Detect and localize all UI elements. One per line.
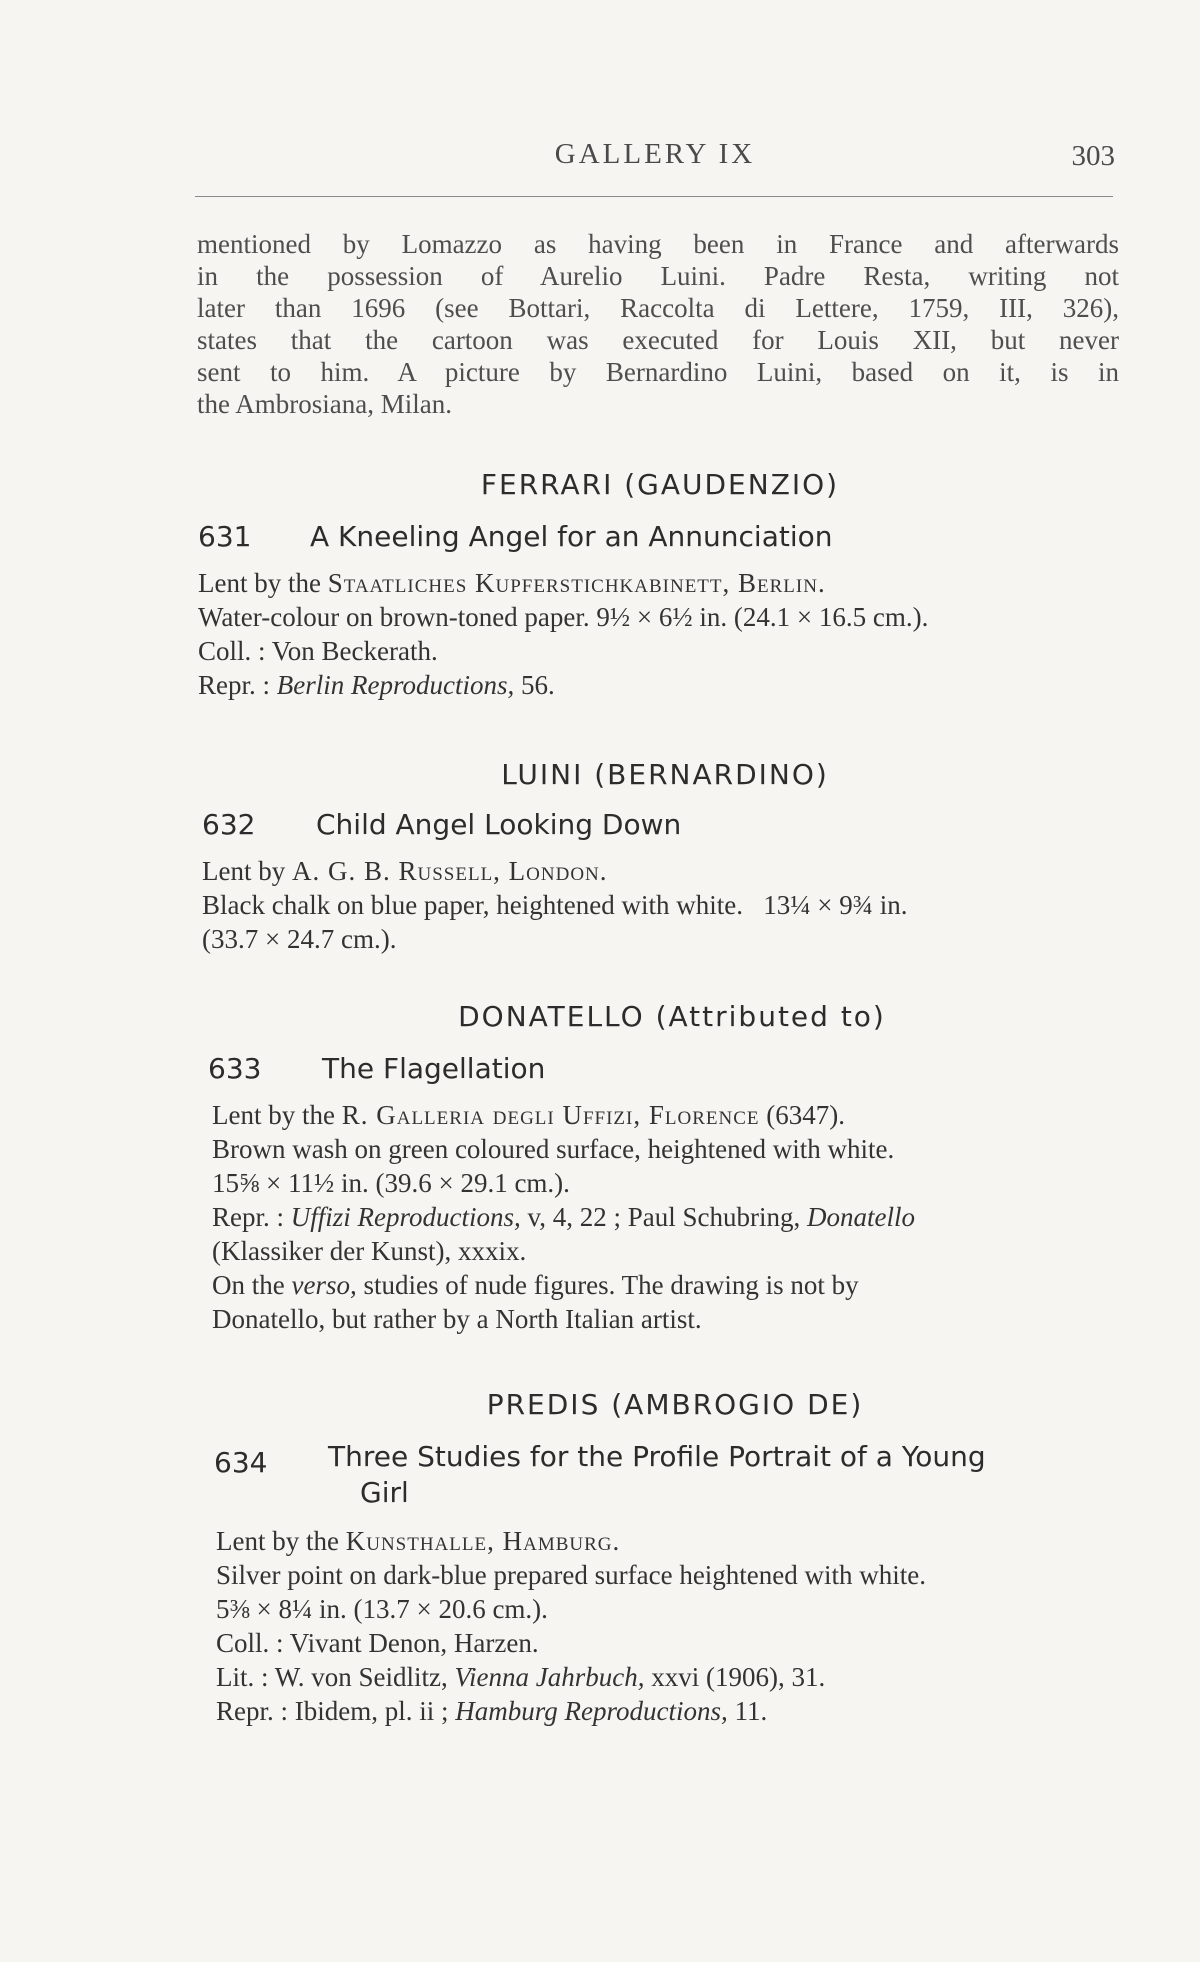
inventory-number: (6347). xyxy=(759,1100,845,1130)
entry-title xyxy=(198,520,1118,556)
medium: Black chalk on blue paper, heightened with white. xyxy=(202,890,744,920)
dimensions: 15⅝ × 11½ in. (39.6 × 29.1 cm.). xyxy=(212,1168,570,1198)
work-title: The Flagellation xyxy=(322,1052,546,1085)
intro-line: the Ambrosiana, Milan. xyxy=(197,389,452,419)
dimensions-cm: (33.7 × 24.7 cm.). xyxy=(202,924,397,954)
intro-line: later than 1696 (see Bottari, Raccolta di Lettere, 1759, III, 326), xyxy=(197,293,1119,323)
repr-title: Hamburg Reproductions, xyxy=(455,1696,728,1726)
catalogue-number: 634 xyxy=(214,1446,268,1479)
page-header xyxy=(195,138,1115,178)
artist-heading: FERRARI (GAUDENZIO) xyxy=(480,468,840,501)
lit-title: Vienna Jahrbuch, xyxy=(454,1662,645,1692)
entry-details xyxy=(202,854,1120,956)
note-prefix: On the xyxy=(212,1270,292,1300)
repr-ref: v, 4, 22 ; Paul Schubring, xyxy=(520,1202,807,1232)
medium-line xyxy=(202,888,1120,922)
lent-by xyxy=(202,854,1120,888)
repr-ref: 56. xyxy=(514,670,555,700)
lender: R. Galleria degli Uffizi, Florence xyxy=(341,1100,760,1130)
dimensions: 5⅜ × 8¼ in. (13.7 × 20.6 cm.). xyxy=(216,1594,548,1624)
lent-by-prefix: Lent by xyxy=(202,856,292,886)
header-rule xyxy=(195,196,1113,197)
repr-title: Berlin Reproductions, xyxy=(276,670,515,700)
work-title: A Kneeling Angel for an Annunciation xyxy=(310,520,833,553)
lender: Staatliches Kupferstichkabinett, Berlin. xyxy=(327,568,826,598)
lender: A. G. B. Russell, London. xyxy=(291,856,608,886)
catalogue-number: 633 xyxy=(208,1052,262,1085)
lent-by-prefix: Lent by the xyxy=(216,1526,346,1556)
literature xyxy=(216,1660,1136,1694)
repr-title-2: Donatello xyxy=(807,1202,915,1232)
note-cont: Donatello, but rather by a North Italian artist. xyxy=(212,1304,702,1334)
intro-line: sent to him. A picture by Bernardino Luini, based on it, is in xyxy=(197,357,1119,387)
lit-ref: xxvi (1906), 31. xyxy=(644,1662,826,1692)
lent-by-prefix: Lent by the xyxy=(198,568,328,598)
medium-line xyxy=(198,600,1120,634)
repr-label: Repr. : xyxy=(198,670,277,700)
catalogue-number: 632 xyxy=(202,808,256,841)
collection: Coll. : Von Beckerath. xyxy=(198,636,438,666)
intro-line: in the possession of Aurelio Luini. Padre Resta, writing not xyxy=(197,261,1119,291)
intro-line: mentioned by Lomazzo as having been in France and afterwards xyxy=(197,229,1119,259)
entry-title xyxy=(214,1440,1134,1512)
reproductions xyxy=(216,1694,1136,1728)
work-title: Child Angel Looking Down xyxy=(316,808,682,841)
lent-by xyxy=(216,1524,1136,1558)
note-text: studies of nude figures. The drawing is not by xyxy=(356,1270,859,1300)
note-verso: verso, xyxy=(291,1270,357,1300)
entry-details xyxy=(212,1098,1134,1336)
repr-title: Uffizi Reproductions, xyxy=(290,1202,521,1232)
intro-paragraph xyxy=(197,228,1119,420)
work-title-cont: Girl xyxy=(360,1476,409,1509)
dimensions: 9½ × 6½ in. (24.1 × 16.5 cm.). xyxy=(596,602,929,632)
medium: Water-colour on brown-toned paper. xyxy=(198,602,590,632)
repr-label: Repr. : xyxy=(212,1202,291,1232)
artist-heading: LUINI (BERNARDINO) xyxy=(501,758,829,791)
entry-title xyxy=(208,1052,1128,1088)
medium: Brown wash on green coloured surface, heightened with white. xyxy=(212,1134,895,1164)
collection: Coll. : Vivant Denon, Harzen. xyxy=(216,1628,539,1658)
lent-by-prefix: Lent by the xyxy=(212,1100,342,1130)
entry-details xyxy=(198,566,1120,702)
artist-heading: DONATELLO (Attributed to) xyxy=(458,1000,886,1033)
lender: Kunsthalle, Hamburg. xyxy=(345,1526,621,1556)
reproductions xyxy=(212,1200,1134,1234)
work-title: Three Studies for the Profile Portrait of a Young xyxy=(328,1440,986,1473)
entry-details xyxy=(216,1524,1136,1728)
repr-ref: 11. xyxy=(727,1696,768,1726)
intro-line: states that the cartoon was executed for Louis XII, but never xyxy=(197,325,1119,355)
lit-label: Lit. : W. von Seidlitz, xyxy=(216,1662,455,1692)
reproductions-cont: (Klassiker der Kunst), xxxix. xyxy=(212,1236,527,1266)
artist-heading: PREDIS (AMBROGIO DE) xyxy=(486,1388,864,1421)
note xyxy=(212,1268,1134,1302)
repr-label: Repr. : Ibidem, pl. ii ; xyxy=(216,1696,456,1726)
catalogue-number: 631 xyxy=(198,520,252,553)
running-title: GALLERY IX xyxy=(554,138,756,170)
lent-by xyxy=(212,1098,1134,1132)
entry-title xyxy=(202,808,1122,844)
reproductions xyxy=(198,668,1120,702)
dimensions: 13¼ × 9¾ in. xyxy=(763,890,908,920)
medium: Silver point on dark-blue prepared surface heightened with white. xyxy=(216,1560,927,1590)
lent-by xyxy=(198,566,1120,600)
page-number: 303 xyxy=(1071,140,1115,172)
